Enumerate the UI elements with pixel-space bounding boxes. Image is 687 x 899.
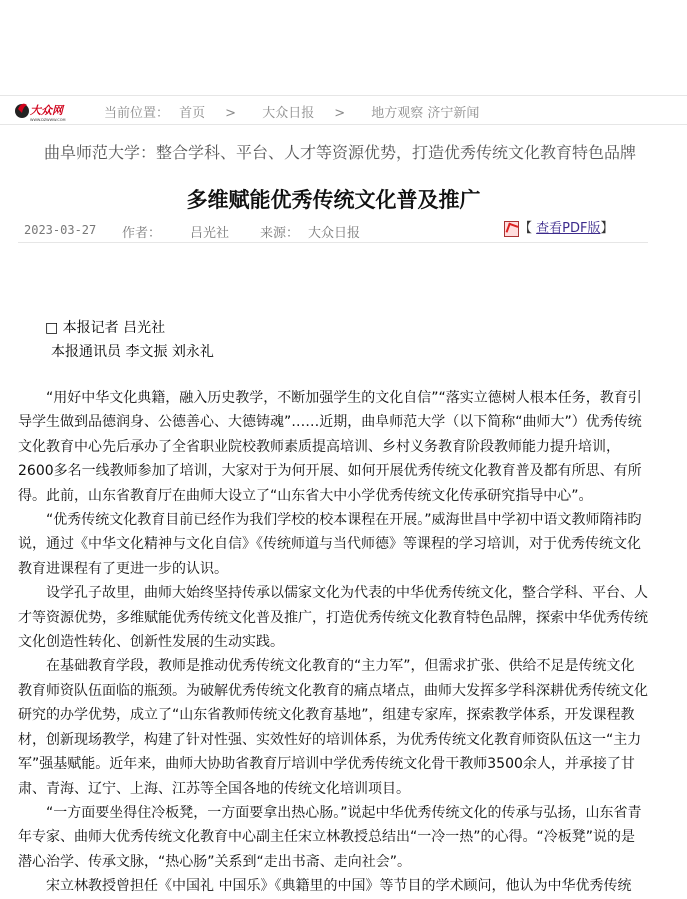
article-title: 多维赋能优秀传统文化普及推广 xyxy=(186,187,481,212)
svg-text:WWW.DZWWW.COM: WWW.DZWWW.COM xyxy=(30,118,66,122)
pdf-icon[interactable] xyxy=(504,221,519,237)
paragraph: “用好中华文化典籍，融入历史教学，不断加强学生的文化自信”“落实立德树人根本任务，教育引导学生做到品德润身、公德善心、大德铸魂”……近期，曲阜师范大学（以下简称“曲师大”）优秀传统文化教育中心先后承办了全省职业院校教师素质提高培训、乡村义务教育阶段教师能力提升培训，2600多名一线教师参加了培训，大家对于为何开展、如何开展优秀传统文化教育普及都有所思、有所得。此前，山东省教育厅在曲师大设立了“山东省大中小学优秀传统文化传承研究指导中心”。 xyxy=(18,390,642,504)
article-meta xyxy=(18,220,648,243)
svg-text:大众网: 大众网 xyxy=(30,104,63,117)
top-nav xyxy=(0,95,687,125)
paragraph: “优秀传统文化教育目前已经作为我们学校的校本课程在开展。”威海世昌中学初中语文教师隋祎昀说，通过《中华文化精神与文化自信》《传统师道与当代师德》等课程的学习培训，对于优秀传统文化教育进课程有了更进一步的认识。 xyxy=(18,512,642,577)
author-label: 作者： xyxy=(122,226,162,241)
source-name: 大众日报 xyxy=(308,226,361,241)
article-subtitle: 曲阜师范大学：整合学科、平台、人才等资源优势，打造优秀传统文化教育特色品牌 xyxy=(43,143,636,162)
view-pdf-link[interactable]: 查看PDF版 xyxy=(536,221,601,236)
breadcrumb xyxy=(104,102,485,121)
breadcrumb-label: 当前位置： xyxy=(104,106,170,121)
reporter: □ 本报记者 吕光社 xyxy=(45,320,166,336)
dazhong-logo[interactable] xyxy=(14,99,66,123)
chevron-right-icon: > xyxy=(334,106,346,121)
bracket-close: 】 xyxy=(600,221,614,236)
breadcrumb-dazhong-daily[interactable]: 大众日报 xyxy=(262,106,315,121)
paragraph: 宋立林教授曾担任《中国礼 中国乐》《典籍里的中国》等节目的学术顾问，他认为中华优秀传统 xyxy=(46,878,632,895)
chevron-right-icon: > xyxy=(225,106,237,121)
breadcrumb-home[interactable]: 首页 xyxy=(179,106,206,121)
article-body xyxy=(18,386,648,899)
paragraph: 设学孔子故里，曲师大始终坚持传承以儒家文化为代表的中华优秀传统文化，整合学科、平台、人才等资源优势，多维赋能优秀传统文化普及推广，打造优秀传统文化教育特色品牌，探索中华优秀传统文化创造性转化、创新性发展的生动实践。 xyxy=(18,585,648,651)
correspondents: 本报通讯员 李文振 刘永礼 xyxy=(51,344,214,360)
source-label: 来源： xyxy=(260,226,300,241)
pdf-link-group xyxy=(504,217,614,237)
paragraph: “一方面要坐得住冷板凳，一方面要拿出热心肠。”说起中华优秀传统文化的传承与弘扬，山东省青年专家、曲师大优秀传统文化教育中心副主任宋立林教授总结出“一冷一热”的心得。“冷板凳”说的是潜心治学、传承文脉，“热心肠”关系到“走出书斋、走向社会”。 xyxy=(18,804,642,870)
author-name: 吕光社 xyxy=(190,226,230,241)
byline xyxy=(45,316,214,364)
paragraph: 在基础教育学段，教师是推动优秀传统文化教育的“主力军”，但需求扩张、供给不足是传统文化教育师资队伍面临的瓶颈。为破解优秀传统文化教育的痛点堵点，曲师大发挥多学科深耕优秀传统文化研究的办学优势，成立了“山东省教师传统文化教育基地”，组建专家库，探索教学体系，开发课程教材，创新现场教学，构建了针对性强、实效性好的培训体系，为优秀传统文化教育师资队伍这一“主力军”强基赋能。近年来，曲师大协助省教育厅培训中学优秀传统文化骨干教师3500余人，并承接了甘肃、青海、辽宁、上海、江苏等全国各地的传统文化培训项目。 xyxy=(18,658,648,797)
breadcrumb-local[interactable]: 地方观察 济宁新闻 xyxy=(371,106,480,121)
publish-date: 2023-03-27 xyxy=(24,223,97,237)
bracket-open: 【 xyxy=(519,221,533,236)
